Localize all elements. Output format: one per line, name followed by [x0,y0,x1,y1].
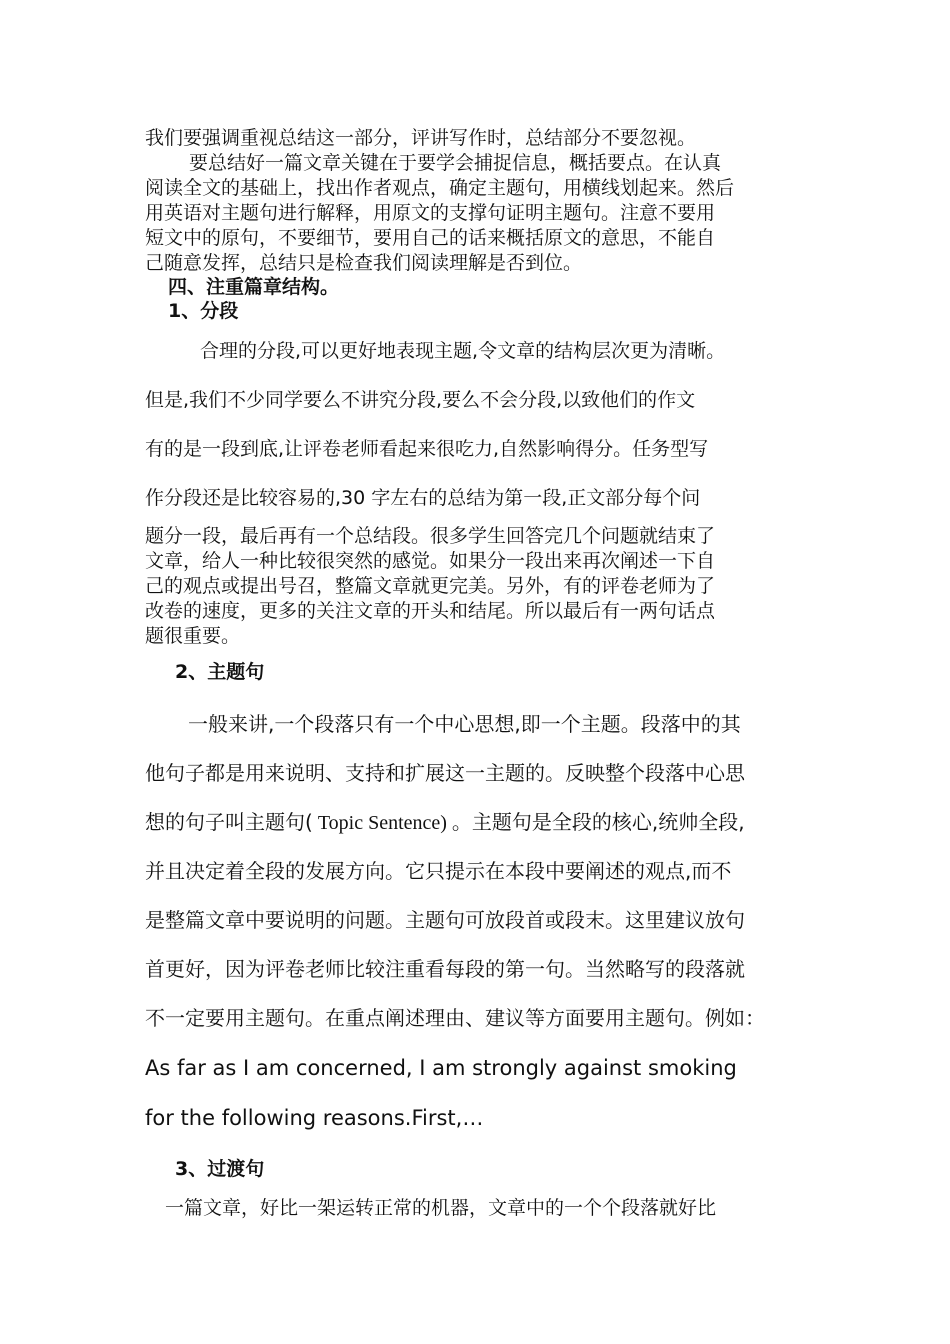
summary-line-4: 用英语对主题句进行解释，用原文的支撑句证明主题句。注意不要用 [145,202,716,224]
paragraphing-line-6: 文章，给人一种比较很突然的感觉。如果分一段出来再次阐述一下自 [145,550,716,572]
topic-line-3-prefix: 想的句子叫主题句( [145,810,313,834]
paragraphing-line-1: 合理的分段,可以更好地表现主题,令文章的结构层次更为清晰。 [200,340,726,362]
topic-line-1: 一般来讲,一个段落只有一个中心思想,即一个主题。段落中的其 [188,712,741,736]
topic-sentence-term: Topic Sentence) [312,812,452,834]
subheading-topic-sentence: 2、主题句 [175,661,265,683]
topic-line-2: 他句子都是用来说明、支持和扩展这一主题的。反映整个段落中心思 [145,761,745,785]
transition-line-1: 一篇文章，好比一架运转正常的机器，文章中的一个个段落就好比 [165,1197,717,1219]
subheading-paragraphing: 1、分段 [168,300,239,322]
topic-line-7: 不一定要用主题句。在重点阐述理由、建议等方面要用主题句。例如： [145,1006,765,1030]
section-heading: 四、注重篇章结构。 [168,276,340,298]
paragraphing-line-7: 己的观点或提出号召，整篇文章就更完美。另外，有的评卷老师为了 [145,575,716,597]
subheading-transition: 3、过渡句 [175,1158,265,1180]
paragraphing-line-5: 题分一段，最后再有一个总结段。很多学生回答完几个问题就结束了 [145,525,716,547]
paragraphing-line-4: 作分段还是比较容易的,30 字左右的总结为第一段,正文部分每个问 [145,487,701,509]
paragraphing-line-8: 改卷的速度，更多的关注文章的开头和结尾。所以最后有一两句话点 [145,600,716,622]
paragraphing-line-3: 有的是一段到底,让评卷老师看起来很吃力,自然影响得分。任务型写 [145,438,709,460]
summary-line-5: 短文中的原句，不要细节，要用自己的话来概括原文的意思，不能自 [145,227,716,249]
example-line-2: for the following reasons.First,… [145,1106,484,1130]
paragraphing-line-9: 题很重要。 [145,625,241,647]
topic-line-3-suffix: 。主题句是全段的核心,统帅全段, [451,810,745,834]
topic-line-6: 首更好，因为评卷老师比较注重看每段的第一句。当然略写的段落就 [145,957,745,981]
summary-line-2: 要总结好一篇文章关键在于要学会捕捉信息，概括要点。在认真 [189,152,722,174]
summary-line-6: 己随意发挥，总结只是检查我们阅读理解是否到位。 [145,252,583,274]
topic-line-3 [145,810,745,836]
paragraphing-line-2: 但是,我们不少同学要么不讲究分段,要么不会分段,以致他们的作文 [145,389,696,411]
topic-line-4: 并且决定着全段的发展方向。它只提示在本段中要阐述的观点,而不 [145,859,732,883]
example-line-1: As far as I am concerned, I am strongly against smoking [145,1056,737,1080]
summary-line-1: 我们要强调重视总结这一部分，评讲写作时，总结部分不要忽视。 [145,127,697,149]
summary-line-3: 阅读全文的基础上，找出作者观点，确定主题句，用横线划起来。然后 [145,177,735,199]
topic-line-5: 是整篇文章中要说明的问题。主题句可放段首或段末。这里建议放句 [145,908,745,932]
